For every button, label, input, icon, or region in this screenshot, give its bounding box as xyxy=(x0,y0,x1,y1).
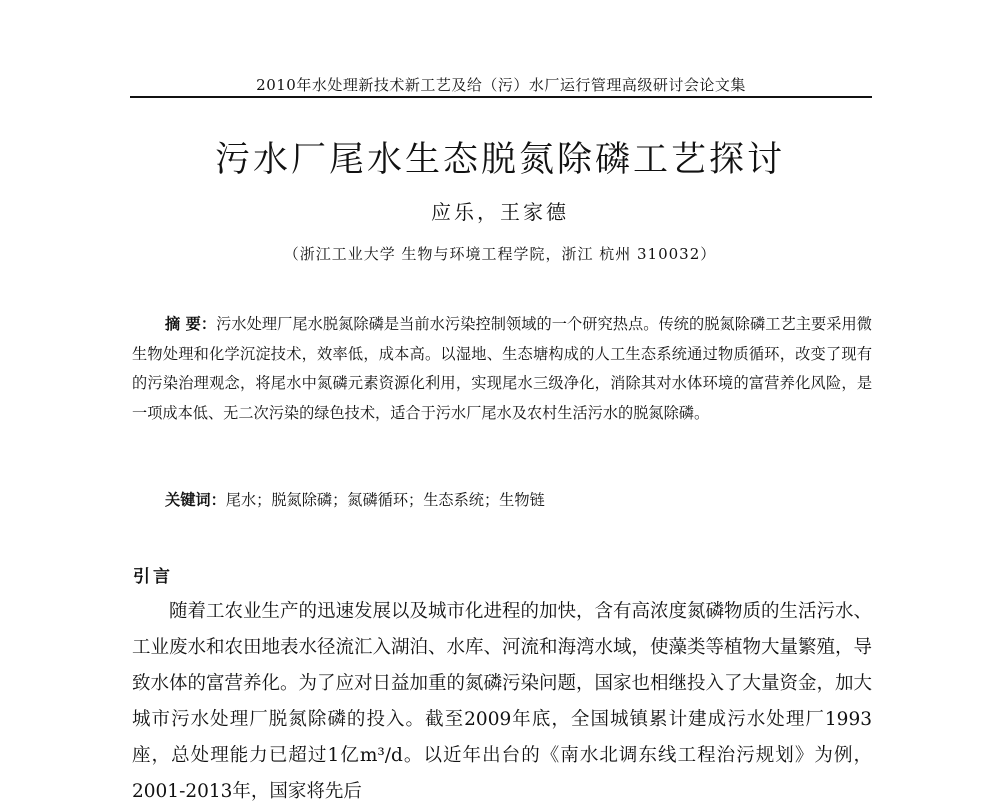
paper-title: 污水厂尾水生态脱氮除磷工艺探讨 xyxy=(214,140,785,180)
keywords-label: 关键词： xyxy=(165,491,226,509)
header-rule xyxy=(130,96,872,98)
abstract-label: 摘 要： xyxy=(165,315,217,333)
paper-affiliation: （浙江工业大学 生物与环境工程学院，浙江 杭州 310032） xyxy=(283,245,717,263)
introduction-body: 随着工农业生产的迅速发展以及城市化进程的加快，含有高浓度氮磷物质的生活污水、工业废水和农田地表水径流汇入湖泊、水库、河流和海湾水域，使藻类等植物大量繁殖，导致水体的富营养化。为了应对日益加重的氮磷污染问题，国家也相继投入了大量资金，加大城市污水处理厂脱氮除磷的投入。截至2009年底，全国城镇累计建成污水处理厂1993座，总处理能力已超过1亿m³/d。以近年出台的《南水北调东线工程治污规划》为例，2001-2013年，国家将先后 xyxy=(132,601,873,802)
abstract xyxy=(132,310,872,428)
paper-authors: 应乐，王家德 xyxy=(431,200,569,224)
keywords-text: 尾水；脱氮除磷；氮磷循环；生态系统；生物链 xyxy=(225,491,545,509)
abstract-text: 污水处理厂尾水脱氮除磷是当前水污染控制领域的一个研究热点。传统的脱氮除磷工艺主要采用微生物处理和化学沉淀技术，效率低，成本高。以湿地、生态塘构成的人工生态系统通过物质循环，改变了现有的污染治理观念，将尾水中氮磷元素资源化利用，实现尾水三级净化，消除其对水体环境的富营养化风险，是一项成本低、无二次污染的绿色技术，适合于污水厂尾水及农村生活污水的脱氮除磷。 xyxy=(132,315,872,422)
running-header: 2010年水处理新技术新工艺及给（污）水厂运行管理高级研讨会论文集 xyxy=(256,76,746,94)
section-heading-introduction: 引言 xyxy=(133,567,173,587)
keywords xyxy=(165,489,865,510)
